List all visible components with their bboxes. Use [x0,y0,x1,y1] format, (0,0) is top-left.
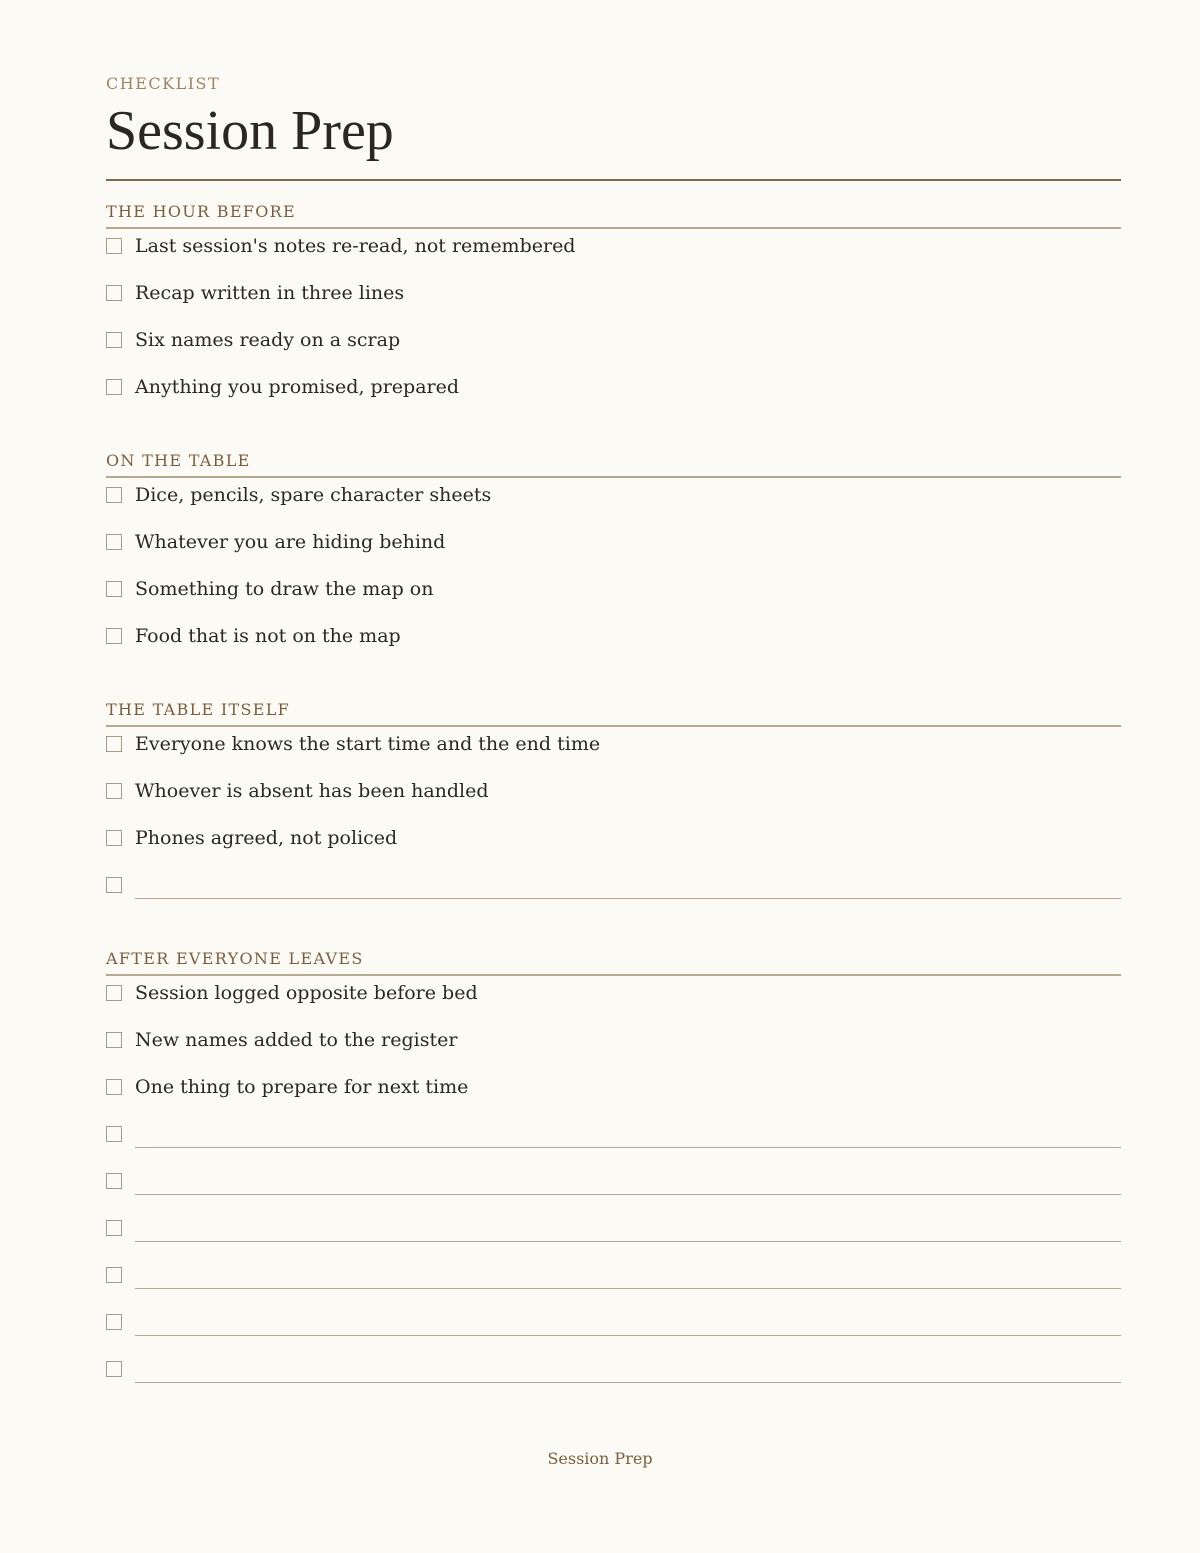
checklist-item-label: Whoever is absent has been handled [135,780,489,802]
checklist-section [106,197,1121,417]
blank-checklist-item [106,1211,1121,1258]
section-heading [106,695,1121,727]
checkbox[interactable] [106,1126,122,1142]
section-heading-label: ON THE TABLE [106,451,251,470]
checklist-item-label: Whatever you are hiding behind [135,531,446,553]
checklist-item [106,323,1121,370]
section-heading [106,446,1121,478]
blank-checklist-item [106,1352,1121,1399]
blank-checklist-item [106,1164,1121,1211]
write-in-line[interactable] [135,1382,1121,1383]
section-heading-label: THE HOUR BEFORE [106,202,296,221]
checkbox[interactable] [106,285,122,301]
checkbox[interactable] [106,1173,122,1189]
checkbox[interactable] [106,985,122,1001]
checklist-item [106,619,1121,666]
write-in-line[interactable] [135,1335,1121,1336]
checklist-item-label: Dice, pencils, spare character sheets [135,484,492,506]
title-divider [106,179,1121,181]
checkbox[interactable] [106,1032,122,1048]
blank-checklist-item [106,1258,1121,1305]
checklist-item [106,478,1121,525]
checklist-item [106,821,1121,868]
checklist-item-label: Phones agreed, not policed [135,827,398,849]
checkbox[interactable] [106,783,122,799]
page-footer: Session Prep [547,1449,653,1468]
page-kicker: CHECKLIST [106,74,221,93]
section-heading-label: AFTER EVERYONE LEAVES [106,949,364,968]
checklist-item-label: Session logged opposite before bed [135,982,478,1004]
checklist-item-label: Anything you promised, prepared [135,376,460,398]
checkbox[interactable] [106,1220,122,1236]
checkbox[interactable] [106,1079,122,1095]
checklist-item-label: Recap written in three lines [135,282,405,304]
checklist-item-label: New names added to the register [135,1029,458,1051]
section-heading-label: THE TABLE ITSELF [106,700,291,719]
checkbox[interactable] [106,581,122,597]
page-title: Session Prep [106,100,394,162]
checklist-item [106,774,1121,821]
write-in-line[interactable] [135,1147,1121,1148]
checkbox[interactable] [106,332,122,348]
checkbox[interactable] [106,877,122,893]
checklist-item-label: Something to draw the map on [135,578,434,600]
checklist-item-label: Six names ready on a scrap [135,329,401,351]
checklist-item [106,1023,1121,1070]
checkbox[interactable] [106,1314,122,1330]
checklist-section [106,944,1121,1399]
checkbox[interactable] [106,379,122,395]
write-in-line[interactable] [135,898,1121,899]
section-heading [106,197,1121,229]
write-in-line[interactable] [135,1288,1121,1289]
checkbox[interactable] [106,628,122,644]
checklist-item [106,976,1121,1023]
checklist-item [106,572,1121,619]
checkbox[interactable] [106,238,122,254]
section-heading [106,944,1121,976]
checklist-item-label: Food that is not on the map [135,625,401,647]
blank-checklist-item [106,1305,1121,1352]
checkbox[interactable] [106,1361,122,1377]
checklist-item [106,727,1121,774]
checkbox[interactable] [106,736,122,752]
checklist-item [106,1070,1121,1117]
checklist-item [106,525,1121,572]
checklist-section [106,695,1121,915]
blank-checklist-item [106,868,1121,915]
write-in-line[interactable] [135,1194,1121,1195]
checklist-item [106,276,1121,323]
checklist-item [106,229,1121,276]
checklist-item-label: Everyone knows the start time and the end time [135,733,601,755]
write-in-line[interactable] [135,1241,1121,1242]
checklist-item-label: One thing to prepare for next time [135,1076,469,1098]
checkbox[interactable] [106,1267,122,1283]
checkbox[interactable] [106,487,122,503]
checklist-section [106,446,1121,666]
checkbox[interactable] [106,830,122,846]
blank-checklist-item [106,1117,1121,1164]
checklist-item [106,370,1121,417]
checkbox[interactable] [106,534,122,550]
checklist-item-label: Last session's notes re-read, not remembered [135,235,576,257]
